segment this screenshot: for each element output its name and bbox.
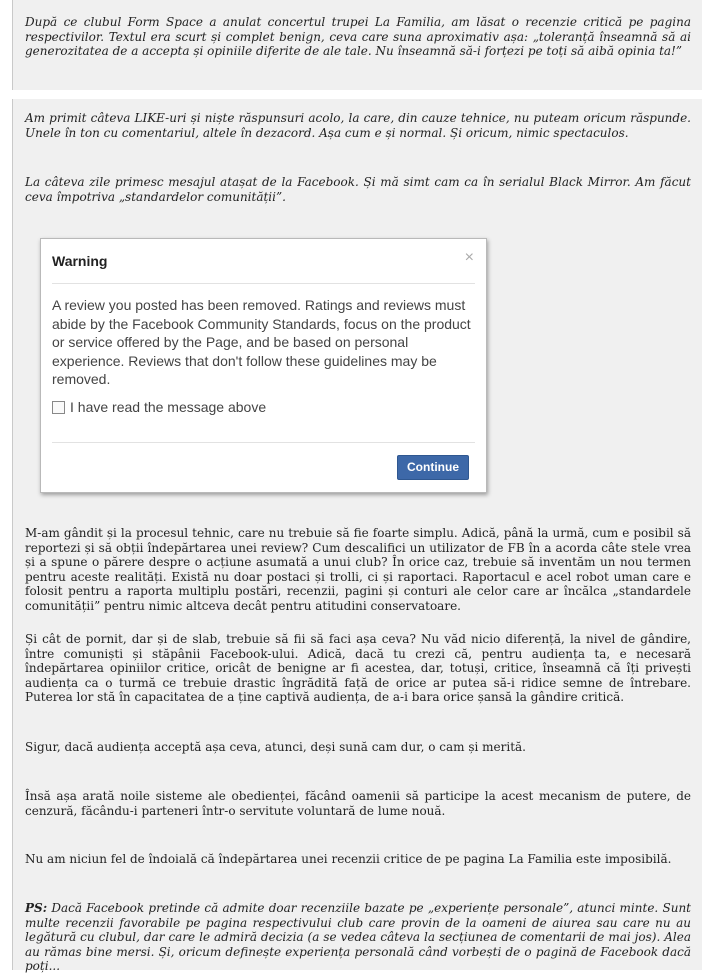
article-block: [12, 99, 702, 973]
dialog-message: A review you posted has been removed. Ratings and reviews must abide by the Facebook Community Standards, focus on the product or service offered by the Page, and be based on personal experience. Reviews that don't follow these guidelines may be removed.: [52, 297, 471, 387]
read-confirm-checkbox[interactable]: [52, 401, 65, 414]
ps-paragraph: [25, 901, 691, 974]
paragraph-7: Însă așa arată noile sisteme ale obedienței, făcând oamenii să participe la acest mecanism de putere, de cenzură, făcându-i parteneri într-o servitute voluntară de lume nouă.: [25, 789, 691, 818]
paragraph-4: M-am gândit și la procesul tehnic, care nu trebuie să fie foarte simplu. Adică, până la urmă, cum e posibil să reportezi și să obții îndepărtarea unei review? Cum descalifici un utilizator de FB în a acorda câte stele vrea și a spune o părere despre o acțiune asumată a unui club? În orice caz, trebuie să inventăm un nou termen pentru aceste realități. Există nu doar postaci și trolli, ci și raportaci. Raportacul e acel robot uman care e folosit pentru a raporta multiplu postări, recenzii, pagini și conturi ale celor care ar încălca „standardele comunității” pentru nimic altceva decât pentru atitudini conservatoare.: [25, 526, 691, 613]
warning-dialog: [40, 238, 487, 493]
ps-label: PS:: [25, 901, 48, 915]
ps-text: Dacă Facebook pretinde că admite doar recenziile bazate pe „experiențe personale”, atunci minte. Sunt multe recenzii favorabile pe pagina respectivului club care provin de la oameni de aiurea sau care nu au legătură cu clubul, dar care le admiră decizia (a se vedea câteva la secțiunea de comentarii de mai jos). Alea au rămas bine mersi. Și, oricum definește experiența personală când vorbești de o pagină de Facebook dacă poți...: [25, 901, 691, 973]
quote-block-top: [12, 0, 702, 90]
paragraph-2: Am primit câteva LIKE-uri și niște răspunsuri acolo, la care, din cauze tehnice, nu puteam oricum răspunde. Unele în ton cu comentariul, altele în dezacord. Așa cum e și normal. Și oricum, nimic spectaculos.: [25, 111, 691, 140]
paragraph-8: Nu am niciun fel de îndoială că îndepărtarea unei recenzii critice de pe pagina La Familia este imposibilă.: [25, 852, 672, 866]
dialog-title: Warning: [52, 253, 108, 269]
read-confirm-label: I have read the message above: [70, 399, 267, 415]
close-icon[interactable]: ×: [464, 249, 474, 266]
paragraph-6: Sigur, dacă audiența acceptă așa ceva, atunci, deși sună cam dur, o cam și merită.: [25, 740, 526, 754]
dialog-divider-top: [52, 283, 475, 284]
read-confirm-row[interactable]: [52, 399, 266, 415]
paragraph-3: La câteva zile primesc mesajul atașat de la Facebook. Și mă simt cam ca în serialul Black Mirror. Am făcut ceva împotriva „standardelor comunității”.: [25, 175, 691, 204]
paragraph-1: După ce clubul Form Space a anulat concertul trupei La Familia, am lăsat o recenzie critică pe pagina respectivilor. Textul era scurt și complet benign, ceva care suna aproximativ așa: „toleranță înseamnă să ai generozitatea de a accepta și opiniile diferite de ale tale. Nu înseamnă să-i forțezi pe toți să aibă opinia ta!”: [25, 15, 691, 58]
paragraph-5: Și cât de pornit, dar și de slab, trebuie să fii să faci așa ceva? Nu văd nicio diferență, la nivel de gândire, între comuniști și stăpânii Facebook-ului. Adică, dacă tu crezi că, pentru audiența ta, e necesară îndepărtarea opiniilor critice, oricât de benigne ar fi acestea, dar, totuși, critice, înseamnă că îți privești audiența ca o turmă ce trebuie drastic îngrădită față de orice ar putea să-i ridice semne de întrebare. Puterea lor stă în capacitatea de a ține captivă audiența, de a-i bara orice șansă la gândire critică.: [25, 632, 691, 704]
continue-button[interactable]: Continue: [397, 455, 469, 480]
dialog-divider-bottom: [52, 442, 475, 443]
